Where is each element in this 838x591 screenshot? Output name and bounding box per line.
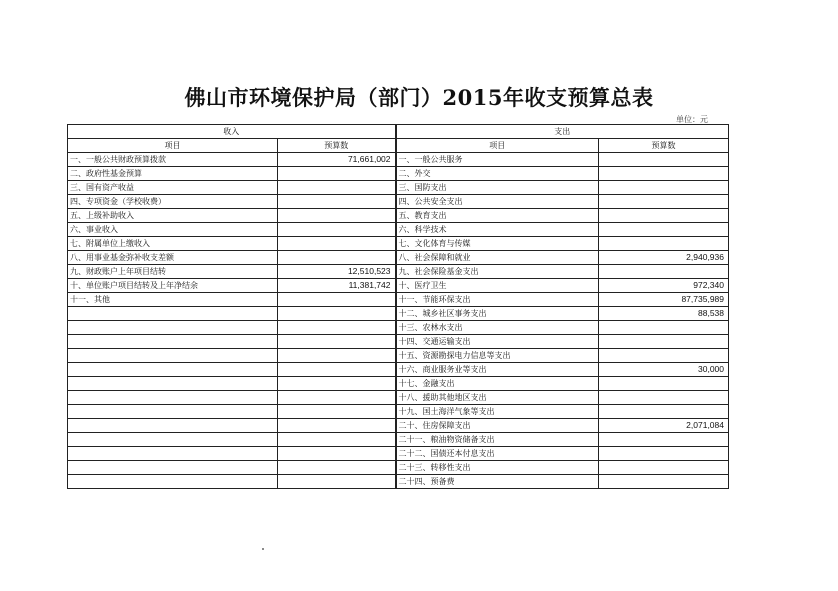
expense-item-cell: 一、一般公共服务	[396, 153, 599, 167]
income-item-cell: 二、政府性基金预算	[68, 167, 278, 181]
income-item-cell: 一、一般公共财政预算拨款	[68, 153, 278, 167]
income-amount-cell: 11,381,742	[278, 279, 396, 293]
expense-amount-cell	[599, 237, 729, 251]
table-row	[68, 335, 729, 349]
expense-amount-cell	[599, 153, 729, 167]
expense-item-cell: 十三、农林水支出	[396, 321, 599, 335]
expense-item-cell: 七、文化体育与传媒	[396, 237, 599, 251]
table-row	[68, 223, 729, 237]
income-amount-cell	[278, 167, 396, 181]
income-item-cell	[68, 335, 278, 349]
income-item-cell: 八、用事业基金弥补收支差额	[68, 251, 278, 265]
income-amount-cell	[278, 223, 396, 237]
table-row	[68, 279, 729, 293]
income-item-cell: 四、专项资金（学校收费）	[68, 195, 278, 209]
expense-amount-cell	[599, 377, 729, 391]
income-amount-cell	[278, 475, 396, 489]
income-item-cell	[68, 475, 278, 489]
table-row	[68, 349, 729, 363]
income-item-column-header: 项目	[68, 139, 278, 153]
income-item-cell: 三、国有资产收益	[68, 181, 278, 195]
income-item-cell	[68, 349, 278, 363]
expense-item-cell: 二十四、预备费	[396, 475, 599, 489]
expense-item-cell: 十、医疗卫生	[396, 279, 599, 293]
table-row	[68, 209, 729, 223]
expense-amount-cell: 87,735,989	[599, 293, 729, 307]
income-item-cell: 七、附属单位上缴收入	[68, 237, 278, 251]
income-item-cell: 六、事业收入	[68, 223, 278, 237]
expense-amount-cell	[599, 223, 729, 237]
expense-amount-cell	[599, 349, 729, 363]
expense-item-cell: 三、国防支出	[396, 181, 599, 195]
budget-table	[67, 124, 729, 489]
table-row	[68, 321, 729, 335]
income-item-cell	[68, 433, 278, 447]
income-budget-column-header: 预算数	[278, 139, 396, 153]
table-row	[68, 293, 729, 307]
expense-item-cell: 九、社会保险基金支出	[396, 265, 599, 279]
income-amount-cell	[278, 447, 396, 461]
expense-amount-cell	[599, 167, 729, 181]
expense-amount-cell	[599, 405, 729, 419]
income-item-cell	[68, 321, 278, 335]
expense-item-cell: 四、公共安全支出	[396, 195, 599, 209]
page-title: 佛山市环境保护局（部门）2015年收支预算总表	[184, 85, 654, 110]
income-amount-cell: 12,510,523	[278, 265, 396, 279]
expense-amount-cell: 2,940,936	[599, 251, 729, 265]
expense-item-cell: 二、外交	[396, 167, 599, 181]
income-item-cell	[68, 405, 278, 419]
income-amount-cell	[278, 335, 396, 349]
table-row	[68, 405, 729, 419]
income-item-cell: 十、单位账户项目结转及上年净结余	[68, 279, 278, 293]
expense-item-cell: 二十一、粮油物资储备支出	[396, 433, 599, 447]
expense-item-cell: 十五、资源勘探电力信息等支出	[396, 349, 599, 363]
income-item-cell: 九、财政账户上年项目结转	[68, 265, 278, 279]
table-row	[68, 447, 729, 461]
income-amount-cell	[278, 433, 396, 447]
expense-amount-cell	[599, 391, 729, 405]
income-amount-cell	[278, 391, 396, 405]
income-amount-cell	[278, 181, 396, 195]
expense-item-cell: 十八、援助其他地区支出	[396, 391, 599, 405]
income-amount-cell	[278, 251, 396, 265]
income-item-cell	[68, 391, 278, 405]
income-amount-cell	[278, 195, 396, 209]
table-row	[68, 265, 729, 279]
expense-amount-cell: 2,071,084	[599, 419, 729, 433]
income-item-cell	[68, 363, 278, 377]
income-amount-cell	[278, 293, 396, 307]
expense-amount-cell	[599, 209, 729, 223]
expense-item-cell: 二十、住房保障支出	[396, 419, 599, 433]
table-row	[68, 377, 729, 391]
table-row	[68, 433, 729, 447]
table-row	[68, 167, 729, 181]
table-row	[68, 475, 729, 489]
table-row	[68, 251, 729, 265]
income-amount-cell	[278, 405, 396, 419]
expense-item-cell: 十一、节能环保支出	[396, 293, 599, 307]
income-item-cell: 五、上级补助收入	[68, 209, 278, 223]
income-amount-cell	[278, 363, 396, 377]
expense-item-cell: 十二、城乡社区事务支出	[396, 307, 599, 321]
income-amount-cell: 71,661,002	[278, 153, 396, 167]
expense-amount-cell	[599, 195, 729, 209]
expense-item-cell: 十四、交通运输支出	[396, 335, 599, 349]
table-row	[68, 391, 729, 405]
expense-item-cell: 六、科学技术	[396, 223, 599, 237]
income-amount-cell	[278, 209, 396, 223]
income-amount-cell	[278, 377, 396, 391]
expense-amount-cell: 30,000	[599, 363, 729, 377]
income-item-cell: 十一、其他	[68, 293, 278, 307]
expense-item-cell: 十七、金融支出	[396, 377, 599, 391]
expense-amount-cell	[599, 335, 729, 349]
expense-item-cell: 八、社会保障和就业	[396, 251, 599, 265]
expense-header: 支出	[396, 125, 729, 139]
income-item-cell	[68, 447, 278, 461]
expense-item-cell: 二十二、国债还本付息支出	[396, 447, 599, 461]
expense-item-cell: 二十三、转移性支出	[396, 461, 599, 475]
income-item-cell	[68, 377, 278, 391]
scan-speck	[262, 548, 264, 550]
expense-amount-cell: 88,538	[599, 307, 729, 321]
expense-item-cell: 十九、国土海洋气象等支出	[396, 405, 599, 419]
expense-amount-cell	[599, 265, 729, 279]
income-item-cell	[68, 461, 278, 475]
income-amount-cell	[278, 321, 396, 335]
expense-item-column-header: 项目	[396, 139, 599, 153]
expense-amount-cell	[599, 447, 729, 461]
table-row	[68, 419, 729, 433]
table-row	[68, 307, 729, 321]
income-amount-cell	[278, 349, 396, 363]
income-amount-cell	[278, 237, 396, 251]
income-amount-cell	[278, 461, 396, 475]
expense-amount-cell	[599, 181, 729, 195]
expense-item-cell: 十六、商业服务业等支出	[396, 363, 599, 377]
expense-item-cell: 五、教育支出	[396, 209, 599, 223]
table-row	[68, 363, 729, 377]
income-amount-cell	[278, 419, 396, 433]
income-item-cell	[68, 307, 278, 321]
expense-amount-cell	[599, 433, 729, 447]
table-row	[68, 461, 729, 475]
column-header-row	[68, 139, 729, 153]
expense-amount-cell	[599, 321, 729, 335]
table-row	[68, 181, 729, 195]
expense-budget-column-header: 预算数	[599, 139, 729, 153]
section-header-row	[68, 125, 729, 139]
unit-label: 单位：元	[676, 115, 708, 124]
expense-amount-cell	[599, 461, 729, 475]
table-row	[68, 237, 729, 251]
income-item-cell	[68, 419, 278, 433]
table-row	[68, 153, 729, 167]
income-amount-cell	[278, 307, 396, 321]
expense-amount-cell	[599, 475, 729, 489]
table-row	[68, 195, 729, 209]
income-header: 收入	[68, 125, 396, 139]
expense-amount-cell: 972,340	[599, 279, 729, 293]
